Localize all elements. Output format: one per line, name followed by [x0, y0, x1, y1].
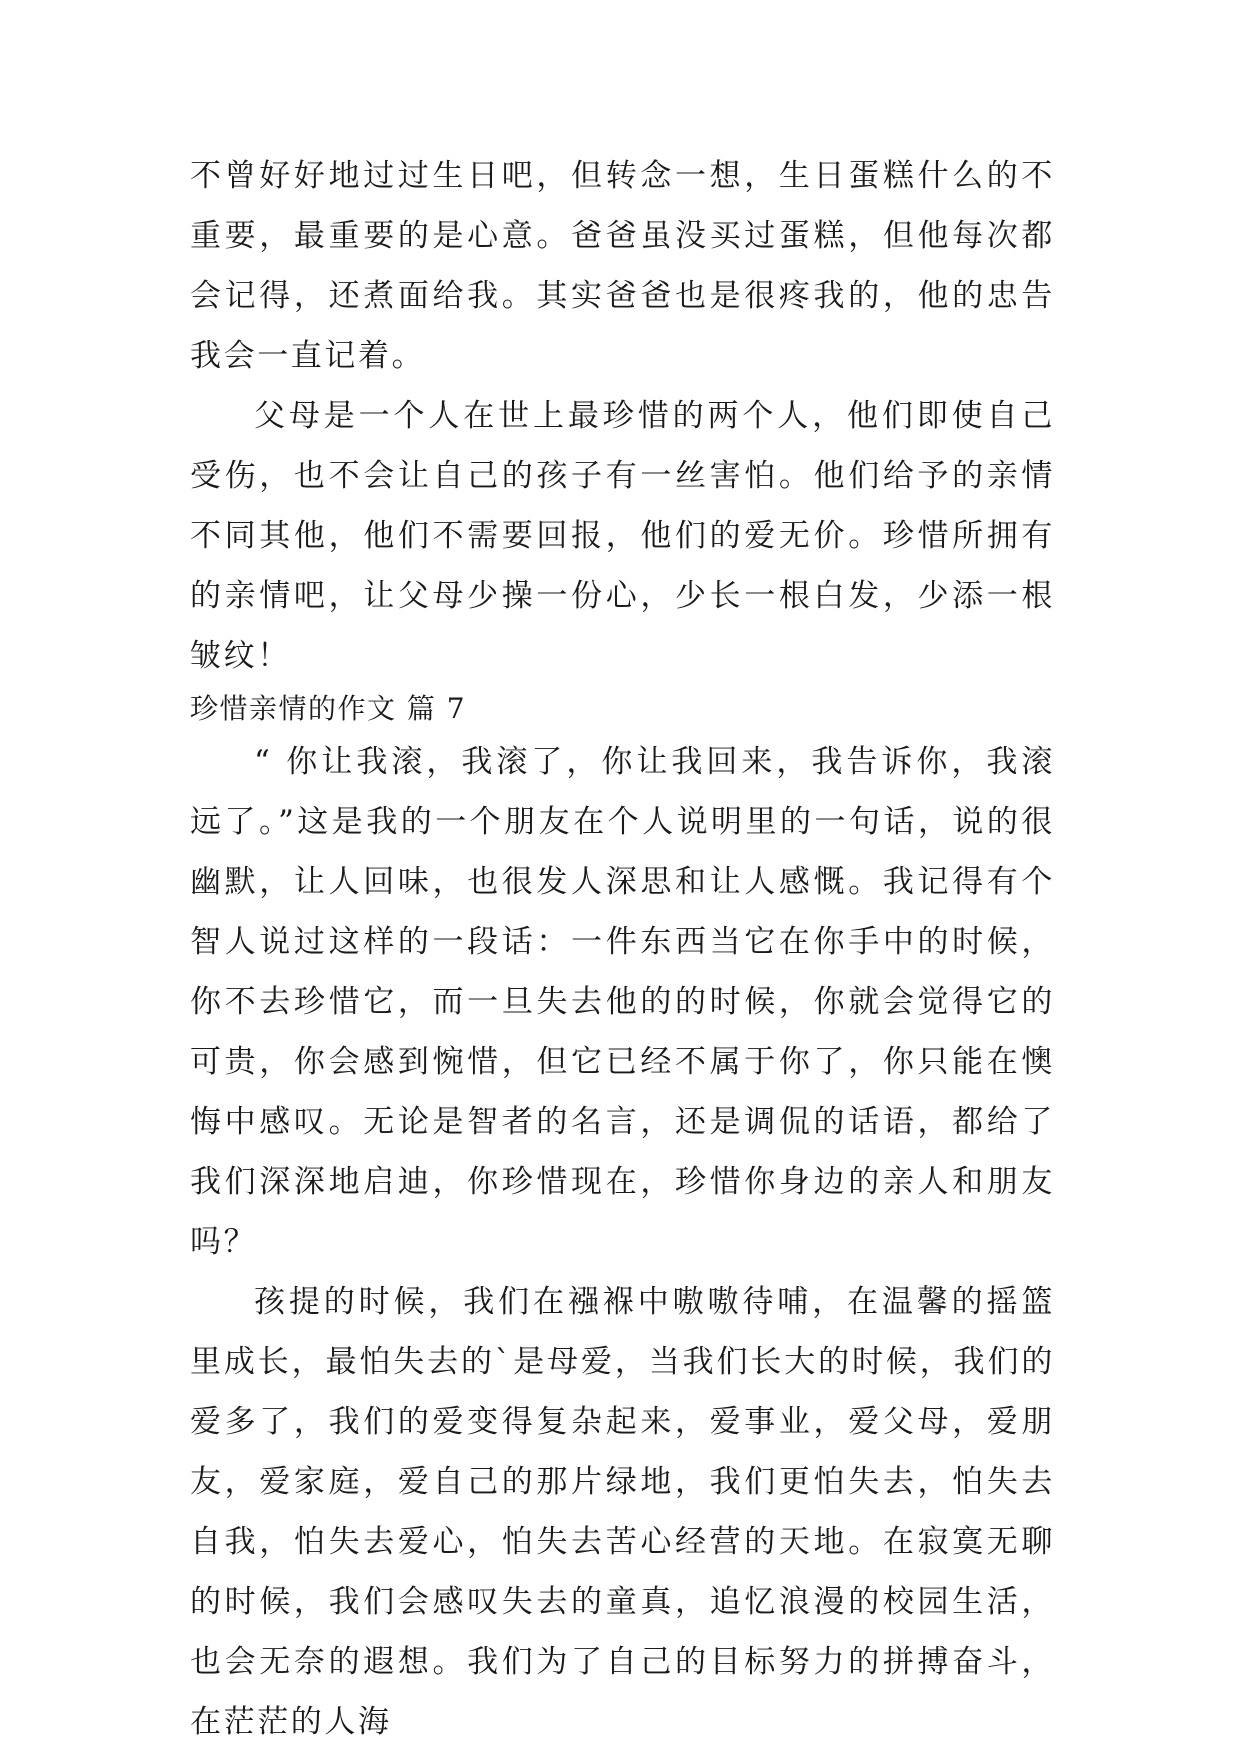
paragraph-childhood: 孩提的时候，我们在襁褓中嗷嗷待哺，在温馨的摇篮里成长，最怕失去的`是母爱，当我们长大的时候，我们的爱多了，我们的爱变得复杂起来，爱事业，爱父母，爱朋友，爱家庭，爱自己的那片绿地，我们更怕失去，怕失去自我，怕失去爱心，怕失去苦心经营的天地。在寂寞无聊的时候，我们会感叹失去的童真，追忆浪漫的校园生活，也会无奈的遐想。我们为了自己的目标努力的拼搏奋斗，在茫茫的人海: [190, 1284, 1055, 1740]
section-heading: 珍惜亲情的作文 篇 7: [190, 692, 467, 725]
document-body: [190, 146, 1055, 1752]
paragraph-birthday: 不曾好好地过过生日吧，但转念一想，生日蛋糕什么的不重要，最重要的是心意。爸爸虽没买过蛋糕，但他每次都会记得，还煮面给我。其实爸爸也是很疼我的，他的忠告我会一直记着。: [190, 158, 1055, 374]
paragraph-quote: “ 你让我滚，我滚了，你让我回来，我告诉你，我滚远了。”这是我的一个朋友在个人说明里的一句话，说的很幽默，让人回味，也很发人深思和让人感慨。我记得有个智人说过这样的一段话：一件东西当它在你手中的时候，你不去珍惜它，而一旦失去他的的时候，你就会觉得它的可贵，你会感到惋惜，但它已经不属于你了，你只能在懊悔中感叹。无论是智者的名言，还是调侃的话语，都给了我们深深地启迪，你珍惜现在，珍惜你身边的亲人和朋友吗？: [190, 744, 1055, 1260]
paragraph-parents: 父母是一个人在世上最珍惜的两个人，他们即使自己受伤，也不会让自己的孩子有一丝害怕。他们给予的亲情不同其他，他们不需要回报，他们的爱无价。珍惜所拥有的亲情吧，让父母少操一份心，少长一根白发，少添一根皱纹！: [190, 398, 1055, 674]
